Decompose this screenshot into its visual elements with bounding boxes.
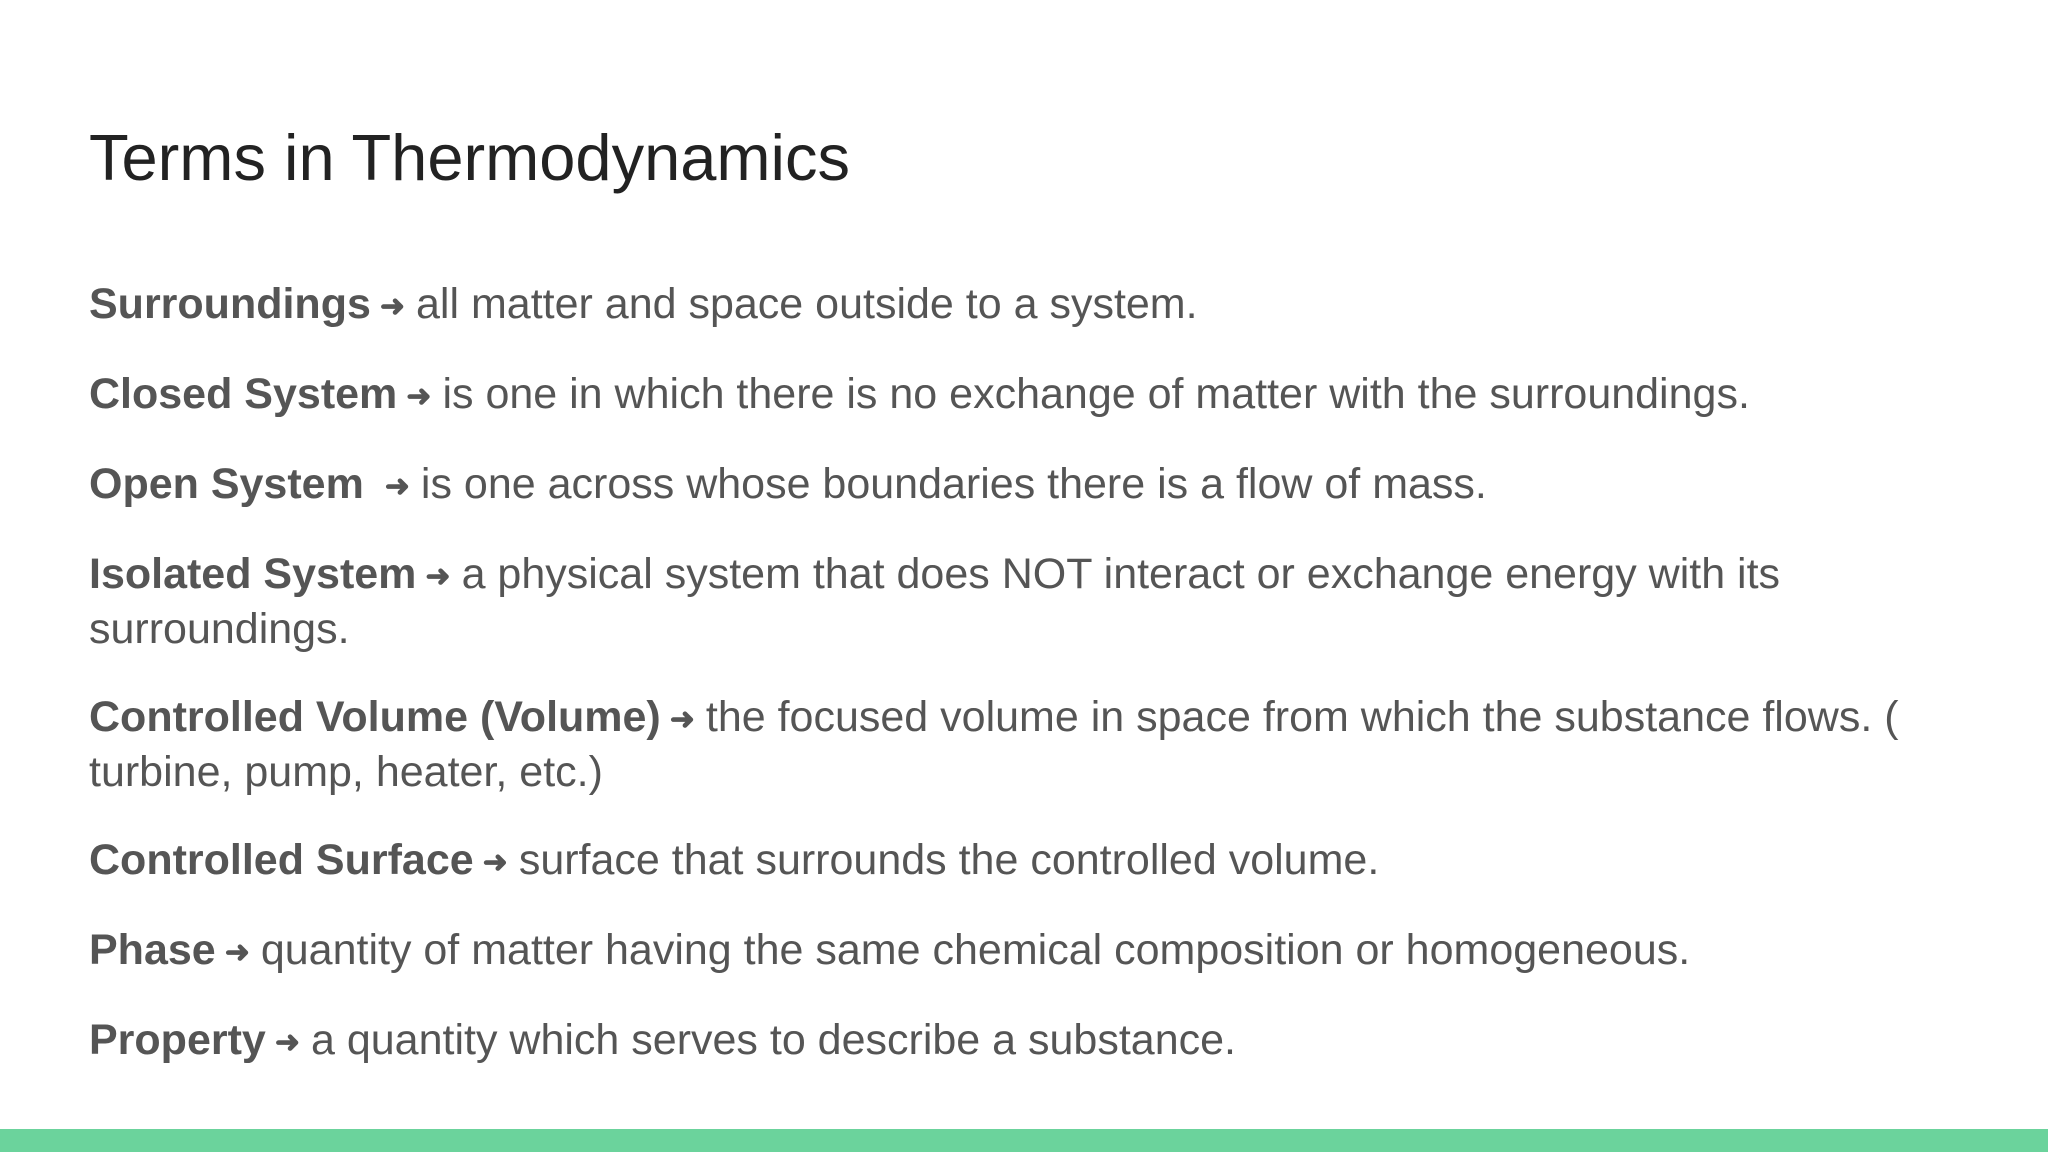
- term-property: [89, 1014, 1959, 1069]
- right-arrow-icon: ➜: [379, 290, 406, 323]
- slide-title: Terms in Thermodynamics: [89, 121, 850, 194]
- term-name: Surroundings: [89, 280, 371, 328]
- term-surroundings: [89, 278, 1959, 333]
- term-definition: the focused volume in space from which the substance flows. ( turbine, pump, heater, etc.): [89, 693, 1899, 796]
- term-definition: surface that surrounds the controlled volume.: [518, 836, 1380, 884]
- right-arrow-icon: ➜: [425, 560, 451, 593]
- term-open-system: [89, 458, 1959, 513]
- terms-list: [89, 278, 1959, 1104]
- term-definition: is one in which there is no exchange of matter with the surroundings.: [442, 370, 1750, 418]
- right-arrow-icon: ➜: [384, 470, 410, 503]
- right-arrow-icon: ➜: [669, 703, 695, 736]
- term-name: Property: [89, 1016, 266, 1064]
- term-name: Controlled Surface: [89, 836, 474, 884]
- right-arrow-icon: ➜: [406, 380, 432, 413]
- bottom-accent-bar: [0, 1129, 2048, 1152]
- term-name: Open System: [89, 460, 376, 508]
- term-phase: [89, 924, 1959, 979]
- term-name: Isolated System: [89, 550, 417, 598]
- term-controlled-surface: [89, 834, 1959, 889]
- term-definition: quantity of matter having the same chemical composition or homogeneous.: [260, 926, 1691, 974]
- term-definition: all matter and space outside to a system.: [416, 280, 1198, 328]
- term-name: Phase: [89, 926, 216, 974]
- term-isolated-system: [89, 548, 1959, 656]
- term-definition: is one across whose boundaries there is a flow of mass.: [420, 460, 1487, 508]
- right-arrow-icon: ➜: [482, 846, 508, 879]
- term-name: Controlled Volume (Volume): [89, 693, 661, 741]
- right-arrow-icon: ➜: [224, 936, 250, 969]
- term-definition: a quantity which serves to describe a substance.: [310, 1016, 1236, 1064]
- term-closed-system: [89, 368, 1959, 423]
- term-name: Closed System: [89, 370, 398, 418]
- term-definition: a physical system that does NOT interact or exchange energy with its surroundings.: [89, 550, 1781, 653]
- right-arrow-icon: ➜: [274, 1026, 300, 1059]
- term-controlled-volume: [89, 691, 1959, 799]
